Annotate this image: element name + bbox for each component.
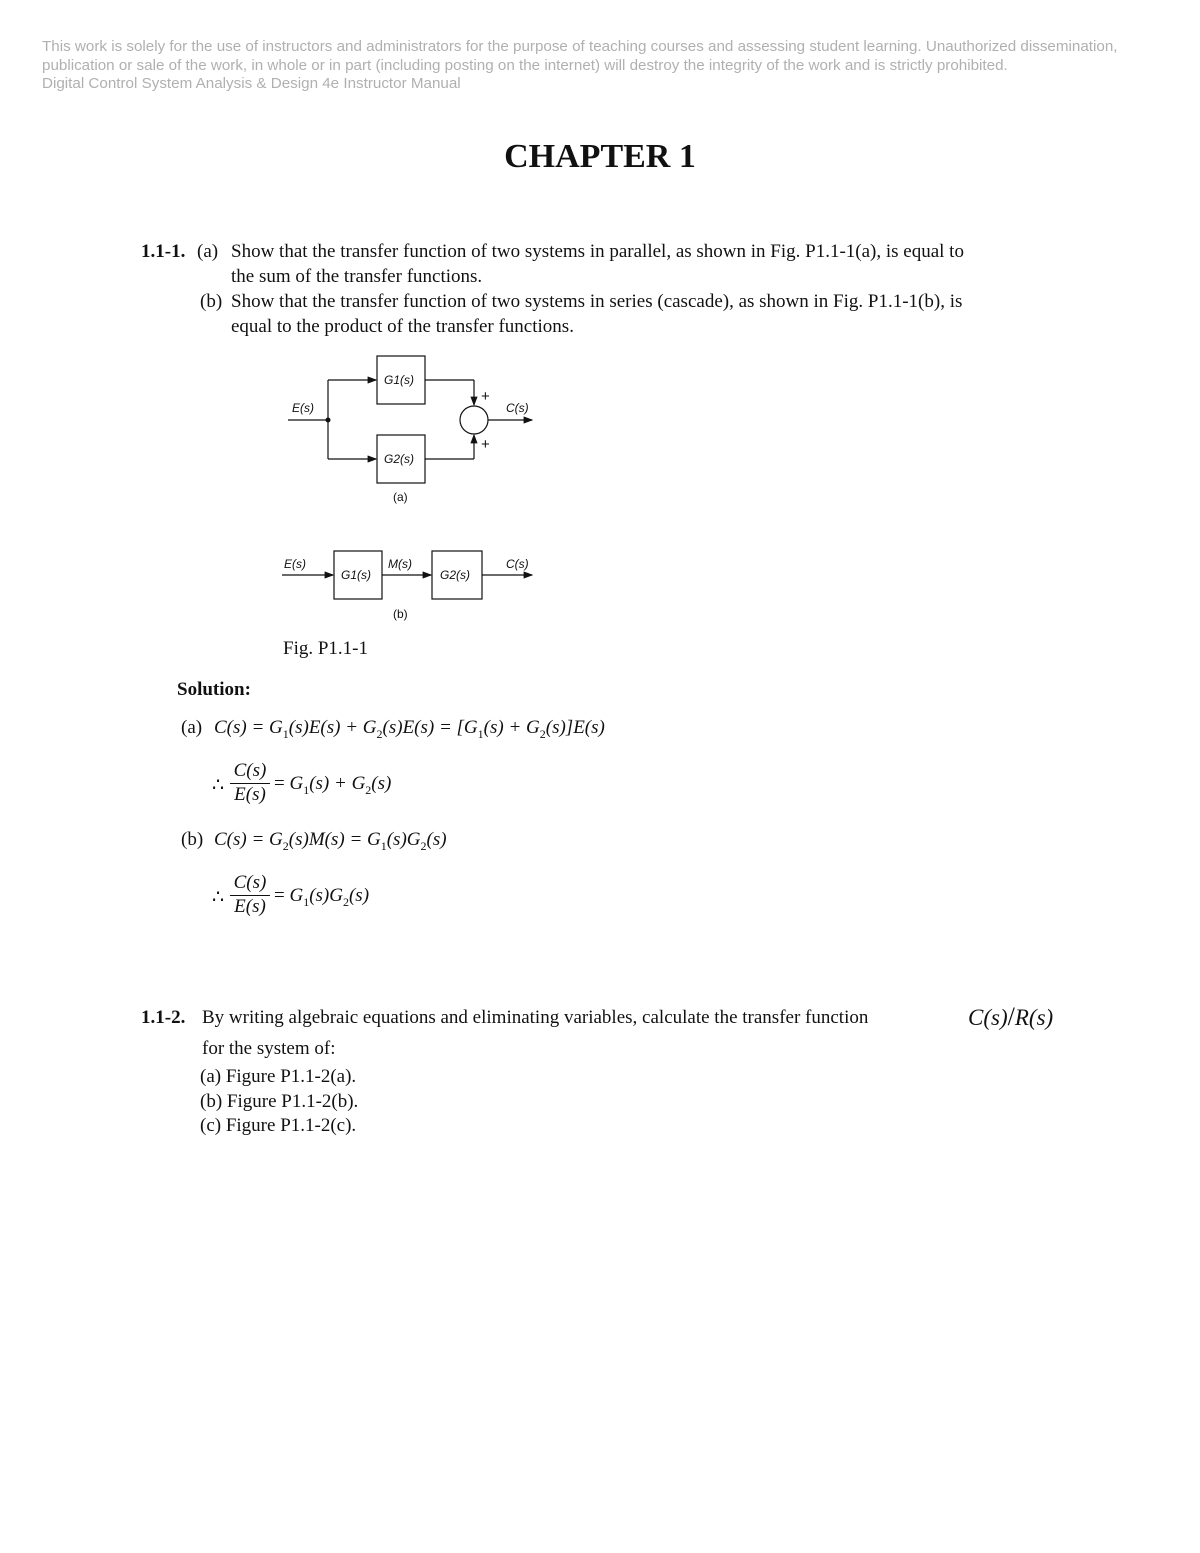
block-g1-label: G1(s): [341, 568, 371, 582]
solution-b-result: = $G_1(s)G_2(s)$: [274, 885, 370, 909]
problem2-item-c: (c) Figure P1.1-2(c).: [200, 1115, 357, 1136]
transfer-function-expression: C(s)/R(s): [968, 1002, 1054, 1031]
problem-number: 1.1-1.: [141, 241, 186, 262]
parallel-block-diagram: [280, 345, 550, 515]
part-b-line-1: Show that the transfer function of two systems in series (cascade), as shown in Fig. P1.1-1(b), is: [231, 291, 963, 312]
book-title: Digital Control System Analysis & Design 4e Instructor Manual: [42, 75, 461, 92]
problem2-item-a: (a) Figure P1.1-2(a).: [200, 1066, 357, 1087]
series-block-diagram: [278, 545, 548, 630]
notice-line-1: This work is solely for the use of instructors and administrators for the purpose of teaching courses and assessing student learning. Unauthorized dissemination,: [42, 38, 1118, 55]
figure-caption: Fig. P1.1-1: [283, 638, 368, 659]
block-g1-label: G1(s): [384, 373, 414, 387]
solution-a-result: = $G_1(s) + G_2(s)$: [274, 773, 392, 797]
chapter-title: CHAPTER 1: [504, 138, 696, 175]
part-a-label: (a): [197, 241, 219, 262]
input-label: E(s): [292, 401, 314, 415]
problem-number: 1.1-2.: [141, 1007, 186, 1028]
problem2-line-1: By writing algebraic equations and eliminating variables, calculate the transfer function: [202, 1007, 869, 1028]
problem2-item-b: (b) Figure P1.1-2(b).: [200, 1091, 359, 1112]
figure-a-caption: (a): [393, 490, 408, 504]
therefore-symbol: ∴: [212, 887, 225, 908]
summing-junction: [460, 406, 488, 434]
solution-b-label: (b): [181, 829, 204, 850]
solution-b-equation: $C(s) = G_2(s)M(s) = G_1(s)G_2(s)$: [214, 829, 447, 853]
part-b-label: (b): [200, 291, 223, 312]
figure-b-caption: (b): [393, 607, 408, 621]
fraction-c-over-e: C(s) E(s): [230, 872, 270, 918]
therefore-symbol: ∴: [212, 775, 225, 796]
block-g2-label: G2(s): [384, 452, 414, 466]
part-a-line-1: Show that the transfer function of two systems in parallel, as shown in Fig. P1.1-1(a), is equal to: [231, 241, 964, 262]
copyright-notice: [42, 38, 1172, 94]
part-b-line-2: equal to the product of the transfer functions.: [231, 316, 574, 337]
plus-sign-bottom: +: [481, 436, 490, 453]
problem2-line-2: for the system of:: [202, 1038, 336, 1059]
block-g2-label: G2(s): [440, 568, 470, 582]
output-label: C(s): [506, 557, 529, 571]
solution-a-equation: $C(s) = G_1(s)E(s) + G_2(s)E(s) = [G_1(s) + G_2(s)]E(s)$: [214, 717, 605, 741]
fraction-c-over-e: C(s) E(s): [230, 760, 270, 806]
plus-sign-top: +: [481, 388, 490, 405]
output-label: C(s): [506, 401, 529, 415]
middle-label: M(s): [388, 557, 412, 571]
solution-a-label: (a): [181, 717, 203, 738]
part-a-line-2: the sum of the transfer functions.: [231, 266, 483, 287]
notice-line-2: publication or sale of the work, in whole or in part (including posting on the internet) will destroy the integrity of the work and is strictly prohibited.: [42, 56, 1008, 74]
solution-label: Solution:: [177, 679, 251, 700]
input-label: E(s): [284, 557, 306, 571]
